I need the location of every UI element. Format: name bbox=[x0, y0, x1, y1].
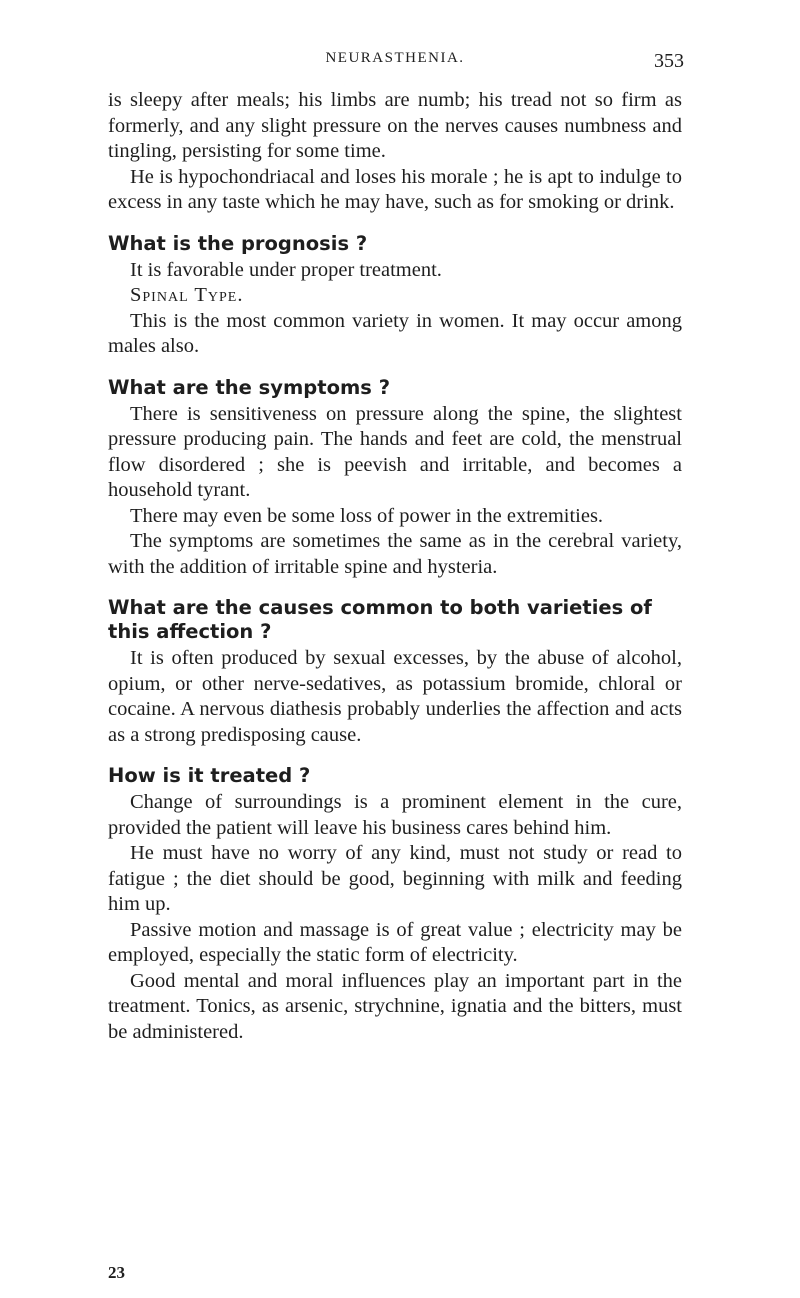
question-heading: What are the symptoms ? bbox=[108, 375, 391, 399]
running-header bbox=[108, 50, 682, 76]
book-page bbox=[108, 50, 682, 1045]
signature-mark: 23 bbox=[108, 1263, 125, 1282]
section-heading: Spinal Type. bbox=[130, 284, 244, 306]
paragraph: This is the most common variety in women. It may occur among males also. bbox=[108, 309, 682, 357]
paragraph: The symptoms are sometimes the same as in the cerebral variety, with the addition of irritable spine and hysteria. bbox=[108, 530, 682, 578]
paragraph: He is hypochondriacal and loses his morale ; he is apt to indulge to excess in any taste which he may have, such as for smoking or drink. bbox=[108, 165, 682, 213]
paragraph: It is often produced by sexual excesses, by the abuse of alcohol, opium, or other nerve-sedatives, as potassium bromide, chloral or cocaine. A nervous diathesis probably underlies the affection and acts as a strong predisposing cause. bbox=[108, 647, 682, 746]
paragraph: He must have no worry of any kind, must not study or read to fatigue ; the diet should be good, beginning with milk and feeding him up. bbox=[108, 842, 682, 915]
paragraph: There is sensitiveness on pressure along the spine, the slightest pressure producing pain. The hands and feet are cold, the menstrual flow disordered ; she is peevish and irritable, and becomes a household tyrant. bbox=[108, 402, 682, 501]
page-number: 353 bbox=[654, 50, 684, 72]
paragraph: There may even be some loss of power in the extremities. bbox=[130, 504, 604, 527]
running-title: NEURASTHENIA. bbox=[325, 50, 465, 66]
question-heading: How is it treated ? bbox=[108, 764, 311, 787]
paragraph: It is favorable under proper treatment. bbox=[130, 258, 442, 281]
paragraph: Good mental and moral influences play an important part in the treatment. Tonics, as arsenic, strychnine, ignatia and the bitters, must be administered. bbox=[108, 969, 682, 1043]
paragraph: is sleepy after meals; his limbs are numb; his tread not so firm as formerly, and any slight pressure on the nerves causes numbness and tingling, persisting for some time. bbox=[108, 89, 682, 162]
paragraph: Passive motion and massage is of great value ; electricity may be employed, especially the static form of electricity. bbox=[108, 918, 682, 966]
question-heading: What are the causes common to both varieties of this affection ? bbox=[108, 596, 652, 643]
question-heading: What is the prognosis ? bbox=[108, 231, 368, 255]
paragraph: Change of surroundings is a prominent element in the cure, provided the patient will leave his business cares behind him. bbox=[108, 791, 682, 839]
page-body bbox=[108, 88, 682, 1045]
